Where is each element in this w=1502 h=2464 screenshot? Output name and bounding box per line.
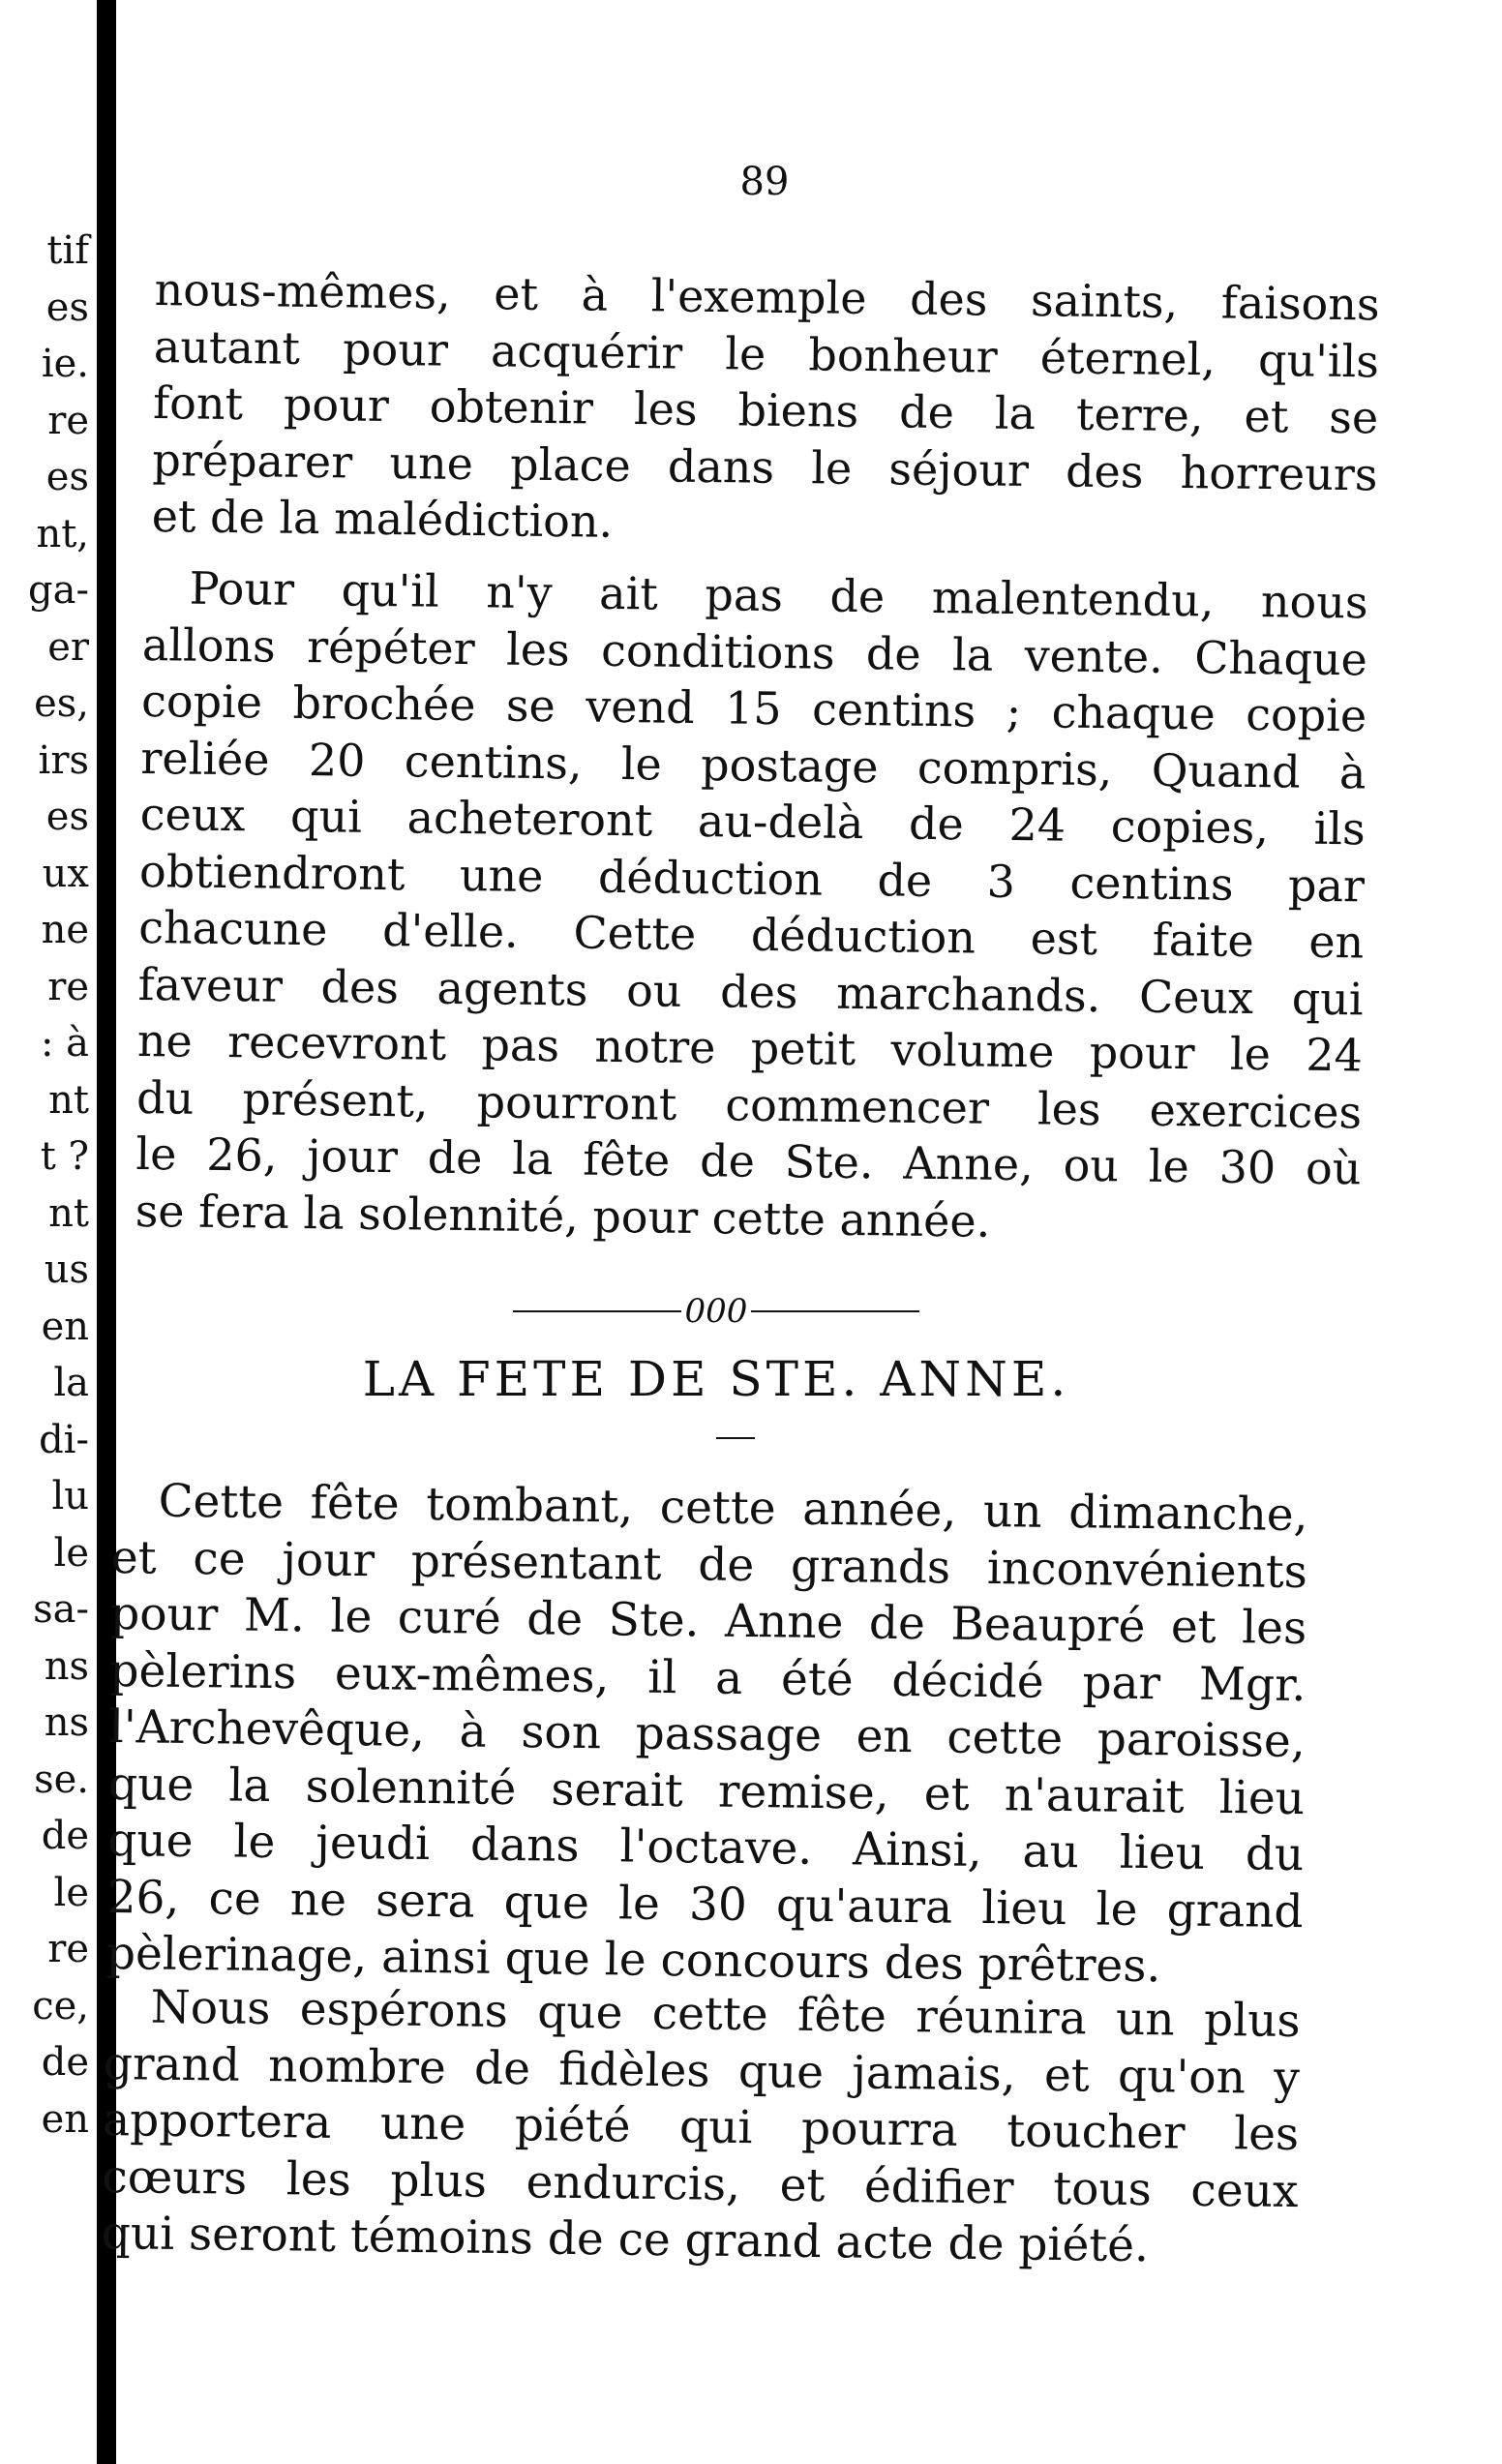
margin-fragment: es — [45, 795, 89, 839]
paragraph-feast-date — [106, 1473, 1312, 1998]
margin-fragment: lu — [51, 1474, 89, 1518]
text-line: ceux qui acheteront au-delà de 24 copies, ils — [139, 787, 1367, 856]
margin-fragment: en — [41, 1304, 89, 1349]
text-line: font pour obtenir les biens de la terre, et se — [152, 376, 1379, 444]
margin-fragment: en — [41, 2096, 89, 2142]
text-line: pèlerinage, ainsi que le concours des prêtres. — [105, 1926, 1161, 1994]
margin-fragment: re — [47, 1927, 89, 1971]
margin-fragment: ce, — [32, 1983, 89, 2028]
text-line: pèlerins eux-mêmes, il a été décidé par Mgr. — [109, 1643, 1307, 1712]
margin-fragment: de — [41, 2040, 89, 2085]
paragraph-continuation — [151, 261, 1383, 559]
text-line: et ce jour présentant de grands inconvénients — [110, 1530, 1308, 1599]
text-line: Nous espérons que cette fête réunira un plus — [150, 1980, 1301, 2049]
margin-fragment: : à — [40, 1021, 89, 1066]
margin-fragment: de — [41, 1814, 89, 1858]
paragraph-hope — [101, 1979, 1304, 2277]
text-line: Cette fête tombant, cette année, un dimanche, — [158, 1474, 1308, 1543]
text-line: apportera une piété qui pourra toucher les — [102, 2092, 1300, 2162]
text-line: pour M. le curé de Ste. Anne de Beaupré et les — [109, 1586, 1307, 1656]
margin-fragment: sa- — [33, 1587, 89, 1632]
margin-fragment: es — [45, 455, 89, 499]
text-line: autant pour acquérir le bonheur éternel, qu'ils — [153, 319, 1380, 387]
margin-fragment: ux — [42, 851, 89, 896]
text-line: ne recevront pas notre petit volume pour le 24 — [136, 1013, 1364, 1082]
margin-fragment: nt — [48, 1190, 89, 1236]
margin-fragment: ns — [44, 1643, 89, 1689]
text-line: du présent, pourront commencer les exercices — [135, 1070, 1363, 1138]
margin-fragment: us — [44, 1247, 89, 1292]
text-line: cœurs les plus endurcis, et édifier tous ceux — [102, 2149, 1299, 2218]
separator-text: 000 — [684, 1292, 748, 1331]
margin-fragment: ga- — [28, 568, 89, 613]
section-separator — [513, 1292, 919, 1331]
margin-fragment: se. — [34, 1757, 89, 1802]
text-line: que le jeudi dans l'octave. Ainsi, au lieu du — [107, 1813, 1305, 1882]
margin-fragment: nt — [48, 1077, 89, 1123]
text-line: grand nombre de fidèles que jamais, et qu'on y — [103, 2036, 1301, 2105]
margin-fragment: re — [47, 398, 89, 443]
heading-underline — [716, 1437, 755, 1439]
margin-fragment: er — [47, 624, 89, 670]
margin-fragment: le — [53, 1870, 89, 1915]
text-line: chacune d'elle. Cette déduction est faite en — [138, 900, 1365, 969]
text-line: l'Archevêque, à son passage en cette paroisse, — [108, 1699, 1307, 1769]
margin-fragment: irs — [38, 737, 89, 783]
margin-fragment: es, — [34, 681, 89, 726]
margin-fragment: tif — [46, 228, 89, 273]
margin-fragment: t ? — [40, 1134, 89, 1179]
margin-fragment: nt, — [36, 511, 89, 556]
text-line: faveur des agents ou des marchands. Ceux qui — [137, 957, 1364, 1025]
text-line: qui seront témoins de ce grand acte de piété. — [101, 2206, 1150, 2273]
text-line: obtiendront une déduction de 3 centins par — [138, 844, 1366, 912]
section-heading: LA FETE DE STE. ANNE. — [362, 1351, 1070, 1407]
text-line: et de la malédiction. — [151, 489, 614, 548]
text-line: nous-mêmes, et à l'exemple des saints, faisons — [154, 262, 1380, 331]
previous-page-margin — [0, 223, 93, 2148]
margin-fragment: la — [53, 1361, 89, 1405]
text-line: 26, ce ne sera que le 30 qu'aura lieu le grand — [106, 1870, 1304, 1938]
text-line: allons répéter les conditions de la vente. Chaque — [141, 617, 1368, 685]
text-line: se fera la solennité, pour cette année. — [135, 1184, 991, 1247]
page-number: 89 — [739, 160, 790, 204]
text-line: que la solennité serait remise, et n'aurait lieu — [107, 1757, 1306, 1825]
margin-fragment: re — [47, 964, 89, 1009]
separator-rule-left — [513, 1310, 681, 1312]
margin-fragment: le — [53, 1530, 89, 1576]
text-line: reliée 20 centins, le postage compris, Quand à — [140, 731, 1367, 798]
margin-fragment: ns — [44, 1700, 89, 1745]
margin-fragment: di- — [39, 1417, 89, 1462]
text-line: le 26, jour de la fête de Ste. Anne, ou le 30 où — [135, 1127, 1362, 1195]
margin-fragment: es — [45, 285, 89, 330]
paragraph-sale-conditions — [135, 559, 1371, 1253]
text-line: Pour qu'il n'y ait pas de malentendu, nous — [189, 561, 1368, 629]
margin-fragment: ne — [41, 908, 89, 952]
text-line: copie brochée se vend 15 centins ; chaque copie — [140, 674, 1367, 742]
text-line: préparer une place dans le séjour des horreurs — [152, 433, 1378, 500]
margin-fragment: ie. — [41, 342, 89, 386]
separator-rule-right — [751, 1310, 919, 1312]
